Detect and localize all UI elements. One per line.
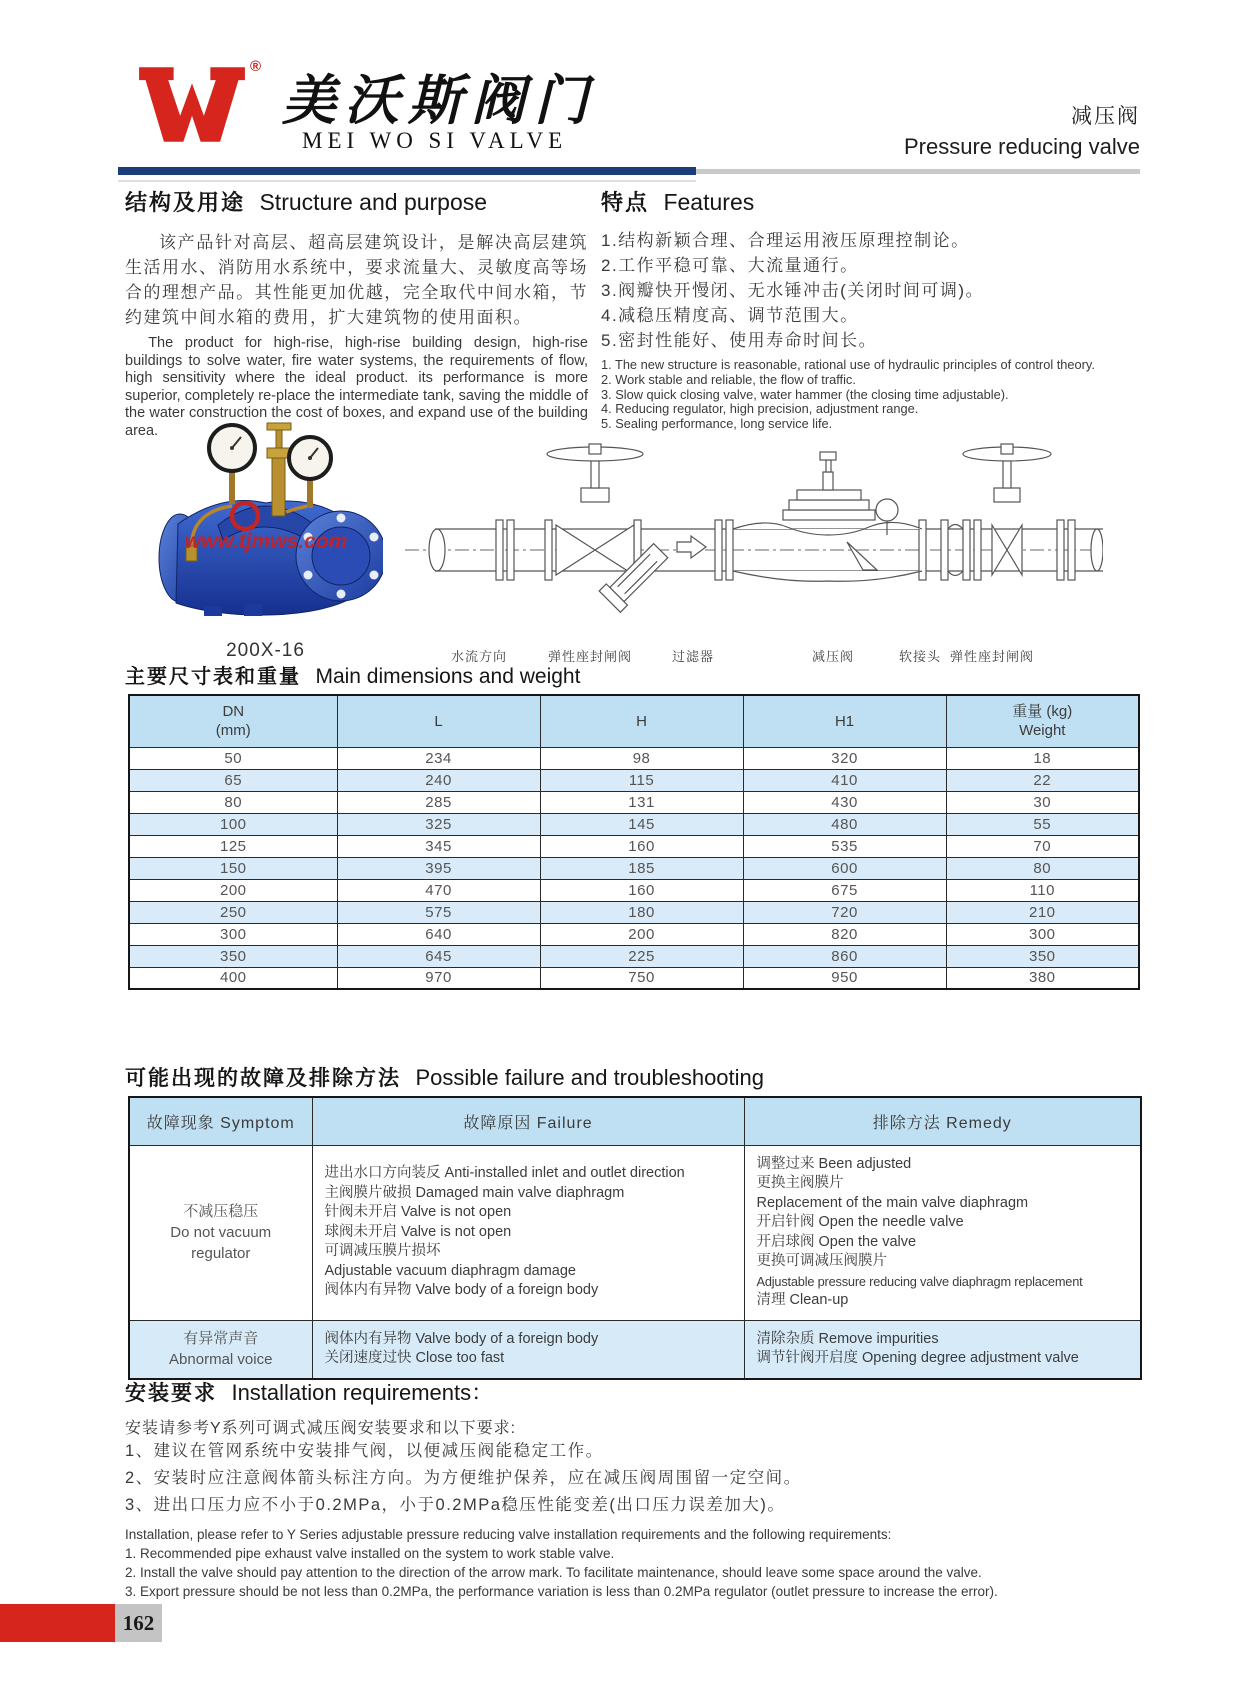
dimensions-header-row xyxy=(129,695,1139,747)
symptom-line: Do not vacuum xyxy=(170,1224,272,1241)
installation-item-cn: 3、进出口压力应不小于0.2MPa，小于0.2MPa稳压性能变差(出口压力误差加大)。 xyxy=(125,1496,786,1514)
cell-weight: 22 xyxy=(946,769,1139,791)
cell-weight: 380 xyxy=(946,967,1139,989)
table-row xyxy=(129,813,1139,835)
feature-item-en: 3. Slow quick closing valve, water hammer (the closing time adjustable). xyxy=(601,386,1009,402)
brand-name-chinese: 美沃斯阀门 xyxy=(282,71,597,131)
cell-dn: 400 xyxy=(129,967,337,989)
symptom-line: regulator xyxy=(191,1245,251,1262)
cell-weight: 18 xyxy=(946,747,1139,769)
feature-item-cn: 3.阀瓣快开慢闭、无水锤冲击(关闭时间可调)。 xyxy=(601,281,984,300)
cell-weight: 80 xyxy=(946,857,1139,879)
cell-l: 575 xyxy=(337,901,540,923)
cell-weight: 55 xyxy=(946,813,1139,835)
col-header-dn-line1: DN xyxy=(222,703,245,721)
symptom-line: Abnormal voice xyxy=(169,1351,273,1368)
dimensions-section-title xyxy=(125,660,580,689)
feature-item-cn: 5.密封性能好、使用寿命时间长。 xyxy=(601,331,878,350)
cell-dn: 300 xyxy=(129,923,337,945)
failure-line: 阀体内有异物 Valve body of a foreign body xyxy=(324,1282,599,1299)
cell-h1: 600 xyxy=(743,857,946,879)
cell-h1: 675 xyxy=(743,879,946,901)
features-title xyxy=(601,186,1146,217)
failure-line: 关闭速度过快 Close too fast xyxy=(324,1350,505,1366)
installation-intro-en: Installation, please refer to Y Series adjustable pressure reducing valve installation requirements and the following requirements: xyxy=(125,1527,892,1542)
dimensions-title-cn: 主要尺寸表和重量 xyxy=(125,666,301,688)
cell-h: 750 xyxy=(540,967,743,989)
cell-l: 395 xyxy=(337,857,540,879)
symptom-line: 有异常声音 xyxy=(183,1330,259,1347)
table-row xyxy=(129,747,1139,769)
col-header-symptom: 故障现象 Symptom xyxy=(129,1097,312,1145)
cell-h1: 430 xyxy=(743,791,946,813)
cell-dn: 65 xyxy=(129,769,337,791)
cell-l: 325 xyxy=(337,813,540,835)
remedy-line: 调节针阀开启度 Opening degree adjustment valve xyxy=(756,1350,1079,1366)
remedy-line: 更换可调减压阀膜片 xyxy=(756,1253,887,1269)
pressure-reducing-valve-symbol xyxy=(733,452,922,581)
cell-weight: 110 xyxy=(946,879,1139,901)
installation-item-en: 2. Install the valve should pay attention to the direction of the arrow mark. To facilitate maintenance, should leave some space around the valve. xyxy=(125,1565,982,1580)
remedy-line: 更换主阀膜片 xyxy=(756,1175,844,1191)
structure-title xyxy=(125,186,588,217)
cell-l: 234 xyxy=(337,747,540,769)
failure-cell xyxy=(312,1145,744,1320)
cell-l: 470 xyxy=(337,879,540,901)
cell-h1: 860 xyxy=(743,945,946,967)
flow-arrow xyxy=(677,536,706,558)
remedy-line: 调整过来 Been adjusted xyxy=(756,1155,912,1172)
footer-page-block xyxy=(115,1604,162,1642)
section-installation xyxy=(125,1376,1140,1601)
feature-item-en: 4. Reducing regulator, high precision, adjustment range. xyxy=(601,401,919,417)
table-row xyxy=(129,1145,1141,1320)
table-row xyxy=(129,923,1139,945)
cell-h1: 535 xyxy=(743,835,946,857)
failure-line: 阀体内有异物 Valve body of a foreign body xyxy=(324,1330,599,1347)
table-row xyxy=(129,835,1139,857)
features-list-en xyxy=(601,358,1146,432)
cell-l: 240 xyxy=(337,769,540,791)
remedy-line: Adjustable pressure reducing valve diaphragm replacement xyxy=(756,1273,1083,1289)
section-structure-purpose xyxy=(125,186,588,440)
page-product-heading xyxy=(904,100,1140,160)
dimensions-table xyxy=(128,694,1140,990)
installation-items-en xyxy=(125,1544,1140,1601)
cell-h: 160 xyxy=(540,835,743,857)
dimensions-table-body xyxy=(129,747,1139,989)
troubleshooting-header-row xyxy=(129,1097,1141,1145)
installation-intro-cn: 安装请参考Y系列可调式减压阀安装要求和以下要求: xyxy=(125,1420,517,1437)
diagram-label-flow-direction: 水流方向 xyxy=(451,649,508,664)
brand-name-english: MEI WO SI VALVE xyxy=(302,128,568,153)
photo-watermark: www.tjmws.com xyxy=(184,530,348,553)
features-list-cn xyxy=(601,228,1146,353)
col-header-dn xyxy=(129,695,337,747)
cell-dn: 200 xyxy=(129,879,337,901)
cell-l: 345 xyxy=(337,835,540,857)
remedy-line: 开启针阀 Open the needle valve xyxy=(756,1214,964,1230)
product-photo xyxy=(148,406,383,638)
table-row xyxy=(129,1320,1141,1379)
feature-item-en: 2. Work stable and reliable, the flow of traffic. xyxy=(601,371,856,387)
remedy-line: Replacement of the main valve diaphragm xyxy=(756,1194,1029,1211)
installation-title-cn: 安装要求 xyxy=(125,1382,217,1405)
failure-line: 主阀膜片破损 Damaged main valve diaphragm xyxy=(324,1184,625,1201)
diagram-label-soft-joint: 软接头 xyxy=(899,649,942,664)
cell-l: 645 xyxy=(337,945,540,967)
cell-h: 115 xyxy=(540,769,743,791)
cell-dn: 150 xyxy=(129,857,337,879)
footer-red-block xyxy=(0,1604,115,1642)
feature-item-cn: 2.工作平稳可靠、大流量通行。 xyxy=(601,256,859,275)
cell-h: 185 xyxy=(540,857,743,879)
cell-dn: 50 xyxy=(129,747,337,769)
structure-title-cn: 结构及用途 xyxy=(125,190,246,215)
brand-logo-w-icon xyxy=(138,66,246,144)
failure-line: 针阀未开启 Valve is not open xyxy=(324,1204,512,1221)
feature-item-en: 1. The new structure is reasonable, rational use of hydraulic principles of control theory. xyxy=(601,357,1095,372)
cell-h1: 820 xyxy=(743,923,946,945)
pressure-gauges xyxy=(209,425,331,508)
cell-l: 285 xyxy=(337,791,540,813)
cell-h: 131 xyxy=(540,791,743,813)
remedy-line: 开启球阀 Open the valve xyxy=(756,1233,917,1250)
failure-cell xyxy=(312,1320,744,1379)
installation-schematic xyxy=(385,430,1103,640)
failure-line: 可调减压膜片损坏 xyxy=(324,1243,441,1260)
cell-l: 640 xyxy=(337,923,540,945)
col-header-h1: H1 xyxy=(743,695,946,747)
symptom-cell xyxy=(129,1145,312,1320)
header-divider-sub xyxy=(118,180,696,182)
cell-weight: 70 xyxy=(946,835,1139,857)
col-header-h: H xyxy=(540,695,743,747)
col-header-dn-line2: (mm) xyxy=(215,722,251,740)
installation-item-cn: 2、安装时应注意阀体箭头标注方向。为方便维护保养，应在减压阀周围留一定空间。 xyxy=(125,1469,802,1487)
table-row xyxy=(129,857,1139,879)
header-divider-navy xyxy=(118,167,696,175)
cell-h: 160 xyxy=(540,879,743,901)
col-header-weight-line2: Weight xyxy=(1019,722,1066,740)
remedy-cell xyxy=(744,1320,1141,1379)
cell-weight: 350 xyxy=(946,945,1139,967)
col-header-weight-line1: 重量 (kg) xyxy=(1012,703,1073,721)
troubleshooting-section-title xyxy=(125,1062,764,1092)
cell-h1: 410 xyxy=(743,769,946,791)
table-row xyxy=(129,879,1139,901)
cell-dn: 80 xyxy=(129,791,337,813)
logo-w-shape xyxy=(139,67,245,142)
failure-line: 进出水口方向装反 Anti-installed inlet and outlet direction xyxy=(324,1165,685,1182)
symptom-cell xyxy=(129,1320,312,1379)
col-header-l: L xyxy=(337,695,540,747)
cell-weight: 30 xyxy=(946,791,1139,813)
failure-line: 球阀未开启 Valve is not open xyxy=(324,1223,512,1240)
installation-title xyxy=(125,1376,1140,1407)
cell-h: 145 xyxy=(540,813,743,835)
remedy-line: 清除杂质 Remove impurities xyxy=(756,1330,939,1347)
product-model-caption: 200X-16 xyxy=(226,640,305,661)
gate-valve-left xyxy=(547,444,643,575)
product-name-english: Pressure reducing valve xyxy=(903,134,1140,159)
diagram-label-gate-valve-left: 弹性座封闸阀 xyxy=(548,649,633,664)
troubleshooting-table xyxy=(128,1096,1142,1380)
troubleshooting-title-en: Possible failure and troubleshooting xyxy=(415,1065,765,1090)
table-row xyxy=(129,769,1139,791)
cell-dn: 250 xyxy=(129,901,337,923)
cell-h: 200 xyxy=(540,923,743,945)
feature-item-en: 5. Sealing performance, long service life. xyxy=(601,416,833,432)
structure-title-en: Structure and purpose xyxy=(259,189,488,215)
dimensions-title-en: Main dimensions and weight xyxy=(315,665,581,688)
cell-dn: 125 xyxy=(129,835,337,857)
failure-line: Adjustable vacuum diaphragm damage xyxy=(324,1262,576,1279)
product-name-chinese: 减压阀 xyxy=(1071,105,1140,128)
structure-body-en: The product for high-rise, high-rise building design, high-rise buildings to solve water, fire water systems, the requirements of flow, high sensitivity where the ideal product. its performance is more superior, completely re-place the intermediate tank, saving the middle of the water construction the cost of boxes, and expand use of the building area. xyxy=(125,335,588,439)
table-row xyxy=(129,901,1139,923)
table-row xyxy=(129,791,1139,813)
structure-body-cn: 该产品针对高层、超高层建筑设计，是解决高层建筑生活用水、消防用水系统中，要求流量大、灵敏度高等场合的理想产品。其性能更加优越，完全取代中间水箱，节约建筑中间水箱的费用，扩大建筑物的使用面积。 xyxy=(125,233,588,327)
troubleshooting-title-cn: 可能出现的故障及排除方法 xyxy=(125,1067,401,1090)
features-title-cn: 特点 xyxy=(601,190,650,215)
cell-h1: 320 xyxy=(743,747,946,769)
col-header-remedy: 排除方法 Remedy xyxy=(744,1097,1141,1145)
table-row xyxy=(129,967,1139,989)
remedy-cell xyxy=(744,1145,1141,1320)
cell-h1: 480 xyxy=(743,813,946,835)
cell-h1: 720 xyxy=(743,901,946,923)
installation-item-en: 1. Recommended pipe exhaust valve installed on the system to work stable valve. xyxy=(125,1546,615,1561)
diagram-label-strainer: 过滤器 xyxy=(672,649,715,664)
cell-h: 225 xyxy=(540,945,743,967)
symptom-line: 不减压稳压 xyxy=(183,1203,259,1220)
remedy-line: 清理 Clean-up xyxy=(756,1292,849,1308)
cell-dn: 350 xyxy=(129,945,337,967)
header-divider-gray xyxy=(696,169,1140,174)
page-number: 162 xyxy=(122,1610,155,1635)
features-title-en: Features xyxy=(663,189,755,215)
installation-item-en: 3. Export pressure should be not less than 0.2MPa, the performance variation is less than 0.2MPa regulator (outlet pressure to increase the error). xyxy=(125,1584,998,1599)
cell-h: 98 xyxy=(540,747,743,769)
cell-h1: 950 xyxy=(743,967,946,989)
registered-mark: ® xyxy=(250,58,262,75)
installation-title-en: Installation requirements： xyxy=(231,1380,494,1405)
cell-l: 970 xyxy=(337,967,540,989)
cell-dn: 100 xyxy=(129,813,337,835)
feature-item-cn: 1.结构新颖合理、合理运用液压原理控制论。 xyxy=(601,231,970,250)
section-features xyxy=(601,186,1146,432)
cell-weight: 300 xyxy=(946,923,1139,945)
cell-weight: 210 xyxy=(946,901,1139,923)
col-header-failure: 故障原因 Failure xyxy=(312,1097,744,1145)
feature-item-cn: 4.减稳压精度高、调节范围大。 xyxy=(601,306,859,325)
table-row xyxy=(129,945,1139,967)
installation-items-cn xyxy=(125,1438,1140,1519)
col-header-weight xyxy=(946,695,1139,747)
installation-item-cn: 1、建议在管网系统中安装排气阀，以便减压阀能稳定工作。 xyxy=(125,1442,604,1460)
pipe-end-right xyxy=(1091,529,1103,571)
diagram-label-reducing-valve: 减压阀 xyxy=(812,649,855,664)
cell-h: 180 xyxy=(540,901,743,923)
diagram-label-gate-valve-right: 弹性座封闸阀 xyxy=(950,649,1035,664)
